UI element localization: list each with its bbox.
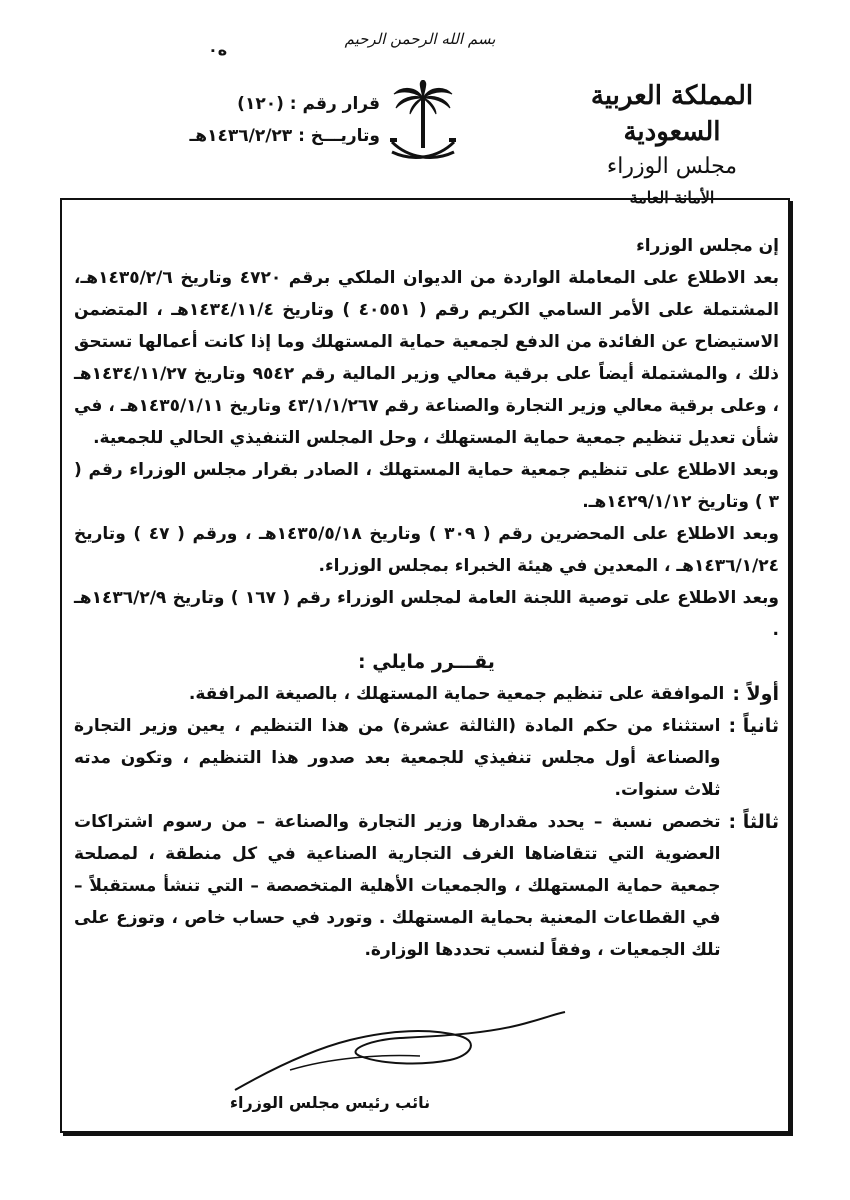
decision-info bbox=[150, 88, 380, 152]
decision-item-3 bbox=[74, 806, 779, 966]
paragraph-1: بعد الاطلاع على المعاملة الواردة من الديوان الملكي برقم ٤٧٢٠ وتاريخ ١٤٣٥/٢/٦هـ، المشتملة على الأمر السامي الكريم رقم ( ٤٠٥٥١ ) وتاريخ ١٤٣٤/١١/٤هـ ، المتضمن الاستيضاح عن الفائدة من الدفع لجمعية حماية المستهلك وما إذا كانت أعمالها تستحق ذلك ، والمشتملة أيضاً على برقية معالي وزير المالية رقم ٩٥٤٢ وتاريخ ١٤٣٤/١١/٢٧هـ ، وعلى برقية معالي وزير التجارة والصناعة رقم ٤٣/١/١/٢٦٧ وتاريخ ١٤٣٥/١/١١هـ ، في شأن تعديل تنظيم جمعية حماية المستهلك ، وحل المجلس التنفيذي الحالي للجمعية. bbox=[74, 268, 780, 448]
decision-item-2 bbox=[74, 710, 779, 806]
basmala: بسم الله الرحمن الرحيم bbox=[344, 30, 496, 48]
council-name: مجلس الوزراء bbox=[606, 154, 738, 179]
item-text: استثناء من حكم المادة (الثالثة عشرة) من هذا التنظيم ، يعين وزير التجارة والصناعة أول مجلس تنفيذي للجمعية بعد صدور هذا التنظيم ، وتكون مدته ثلاث سنوات. bbox=[74, 716, 721, 800]
decision-number: قرار رقم : (١٢٠) bbox=[237, 94, 380, 114]
decision-body bbox=[74, 230, 779, 966]
paragraph-2: وبعد الاطلاع على تنظيم جمعية حماية المستهلك ، الصادر بقرار مجلس الوزراء رقم ( ٣ ) وتاريخ ١٤٢٩/١/١٢هـ. bbox=[74, 460, 779, 512]
opening-line: إن مجلس الوزراء bbox=[636, 236, 779, 256]
signatory-title: نائب رئيس مجلس الوزراء bbox=[229, 1093, 431, 1112]
decides-heading: يقـــرر مايلي : bbox=[358, 651, 495, 673]
decision-item-1 bbox=[74, 678, 779, 710]
palm-swords-emblem-icon bbox=[388, 80, 458, 170]
item-text: الموافقة على تنظيم جمعية حماية المستهلك ، بالصيغة المرافقة. bbox=[188, 684, 725, 704]
paragraph-3: وبعد الاطلاع على المحضرين رقم ( ٣٠٩ ) وتاريخ ١٤٣٥/٥/١٨هـ ، ورقم ( ٤٧ ) وتاريخ ١٤٣٦/١/٢٤هـ ، المعدين في هيئة الخبراء بمجلس الوزراء. bbox=[74, 524, 779, 576]
kingdom-name: المملكة العربية السعودية bbox=[590, 81, 754, 147]
item-label: ثانياً : bbox=[728, 715, 779, 737]
decision-date: وتاريـــخ : ١٤٣٦/٢/٢٣هـ bbox=[189, 126, 380, 146]
item-text: تخصص نسبة – يحدد مقدارها وزير التجارة والصناعة – من رسوم اشتراكات العضوية التي تتقاضاها الغرف التجارية الصناعية في كل منطقة ، لمصلحة جمعية حماية المستهلك ، والجمعيات الأهلية المتخصصة – التي تنشأ مستقبلاً – في القطاعات المعنية بحماية المستهلك . وتورد في حساب خاص ، وتوزع على تلك الجمعيات ، وفقاً لنسب تحددها الوزارة. bbox=[74, 812, 721, 960]
letterhead bbox=[542, 78, 802, 212]
item-label: أولاً : bbox=[732, 683, 779, 705]
secretariat-name: الأمانة العامة bbox=[629, 188, 715, 207]
paragraph-4: وبعد الاطلاع على توصية اللجنة العامة لمجلس الوزراء رقم ( ١٦٧ ) وتاريخ ١٤٣٦/٢/٩هـ . bbox=[74, 588, 780, 640]
item-label: ثالثاً : bbox=[728, 811, 779, 833]
corner-mark: ه٠ bbox=[208, 40, 228, 59]
